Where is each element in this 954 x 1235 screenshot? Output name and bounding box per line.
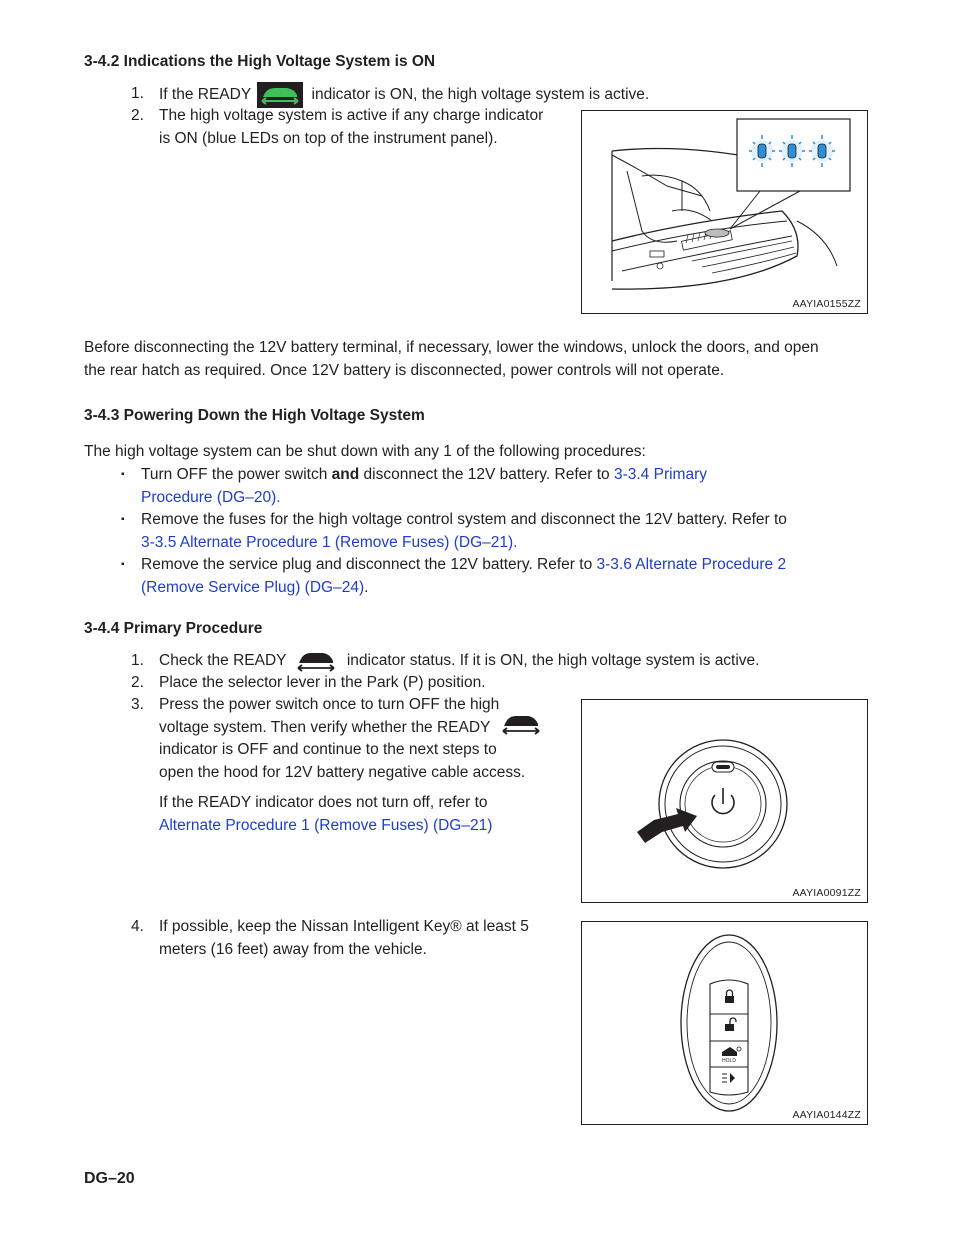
figure-caption: AAYIA0144ZZ (792, 1109, 861, 1121)
link-alternate-procedure-1[interactable]: 3-3.5 Alternate Procedure 1 (Remove Fuses) (DG–21). (141, 533, 518, 551)
list-item (159, 105, 543, 150)
list-number: 2. (131, 107, 144, 124)
link-alternate-procedure-2[interactable]: 3-3.6 Alternate Procedure 2 (596, 556, 787, 573)
bullet-item (141, 464, 707, 509)
bullet-marker: ▪ (121, 469, 125, 480)
item-text: Press the power switch once to turn OFF the high (159, 696, 500, 713)
list-number: 1. (131, 652, 144, 669)
section-heading-3-4-3: 3-4.3 Powering Down the High Voltage System (84, 407, 425, 424)
item-note: If the READY indicator does not turn off, refer to (159, 794, 488, 811)
figure-intelligent-key (581, 921, 868, 1125)
link-primary-procedure[interactable]: 3-3.4 Primary (613, 466, 707, 483)
item-text: . (364, 578, 369, 596)
item-text: indicator is OFF and continue to the next steps to (159, 741, 497, 758)
item-text: The high voltage system is active if any charge indicator (159, 107, 544, 124)
section-heading-3-4-2: 3-4.2 Indications the High Voltage System is ON (84, 53, 436, 70)
page-number: DG–20 (84, 1170, 135, 1187)
item-text: is ON (blue LEDs on top of the instrument panel). (159, 129, 498, 147)
link-alternate-procedure-2-cont[interactable]: (Remove Service Plug) (DG–24) (141, 578, 365, 596)
section-intro: The high voltage system can be shut down with any 1 of the following procedures: (84, 443, 646, 460)
list-item (159, 648, 760, 674)
ready-car-black-icon (498, 711, 544, 737)
paragraph-line: the rear hatch as required. Once 12V battery is disconnected, power controls will not operate. (84, 361, 725, 379)
figure-caption: AAYIA0091ZZ (792, 887, 861, 899)
bullet-item (141, 509, 787, 554)
section-heading-3-4-4: 3-4.4 Primary Procedure (84, 620, 263, 637)
item-text: Remove the fuses for the high voltage control system and disconnect the 12V battery. Refer to (141, 511, 787, 528)
figure-instrument-panel (581, 110, 868, 314)
item-text: indicator status. If it is ON, the high voltage system is active. (346, 652, 760, 670)
item-text: disconnect the 12V battery. Refer to (359, 466, 614, 483)
item-text-bold: and (331, 466, 360, 483)
power-switch-illustration (582, 700, 867, 902)
item-text: open the hood for 12V battery negative cable access. (159, 763, 526, 781)
figure-power-switch (581, 699, 868, 903)
item-text: If possible, keep the Nissan Intelligent Key® at least 5 (159, 918, 529, 935)
paragraph-line: Before disconnecting the 12V battery terminal, if necessary, lower the windows, unlock the doors, and open (84, 339, 819, 356)
bullet-marker: ▪ (121, 559, 125, 570)
item-text: Remove the service plug and disconnect the 12V battery. Refer to (141, 556, 597, 573)
list-number: 3. (131, 696, 144, 713)
list-item: Place the selector lever in the Park (P) position. (159, 674, 486, 691)
link-alternate-procedure-1-fuses[interactable]: Alternate Procedure 1 (Remove Fuses) (DG–21) (159, 816, 493, 834)
paragraph-before-disconnect (84, 337, 819, 382)
list-item (159, 916, 529, 961)
list-number: 1. (131, 85, 144, 102)
intelligent-key-illustration (582, 922, 867, 1124)
item-text: Check the READY (159, 652, 287, 670)
item-text: Turn OFF the power switch (141, 466, 332, 483)
item-text: indicator is ON, the high voltage system is active. (311, 86, 650, 104)
figure-caption: AAYIA0155ZZ (792, 298, 861, 310)
hold-label: HOLD (722, 1058, 736, 1064)
bullet-marker: ▪ (121, 514, 125, 525)
instrument-panel-illustration (582, 111, 867, 313)
item-text: If the READY (159, 86, 251, 104)
bullet-item (141, 554, 786, 599)
list-item (159, 694, 544, 837)
item-text: meters (16 feet) away from the vehicle. (159, 940, 427, 958)
link-primary-procedure-cont[interactable]: Procedure (DG–20). (141, 488, 281, 506)
list-number: 2. (131, 674, 144, 691)
list-number: 4. (131, 918, 144, 935)
item-text: voltage system. Then verify whether the READY (159, 718, 491, 736)
ready-car-black-icon (293, 648, 339, 674)
